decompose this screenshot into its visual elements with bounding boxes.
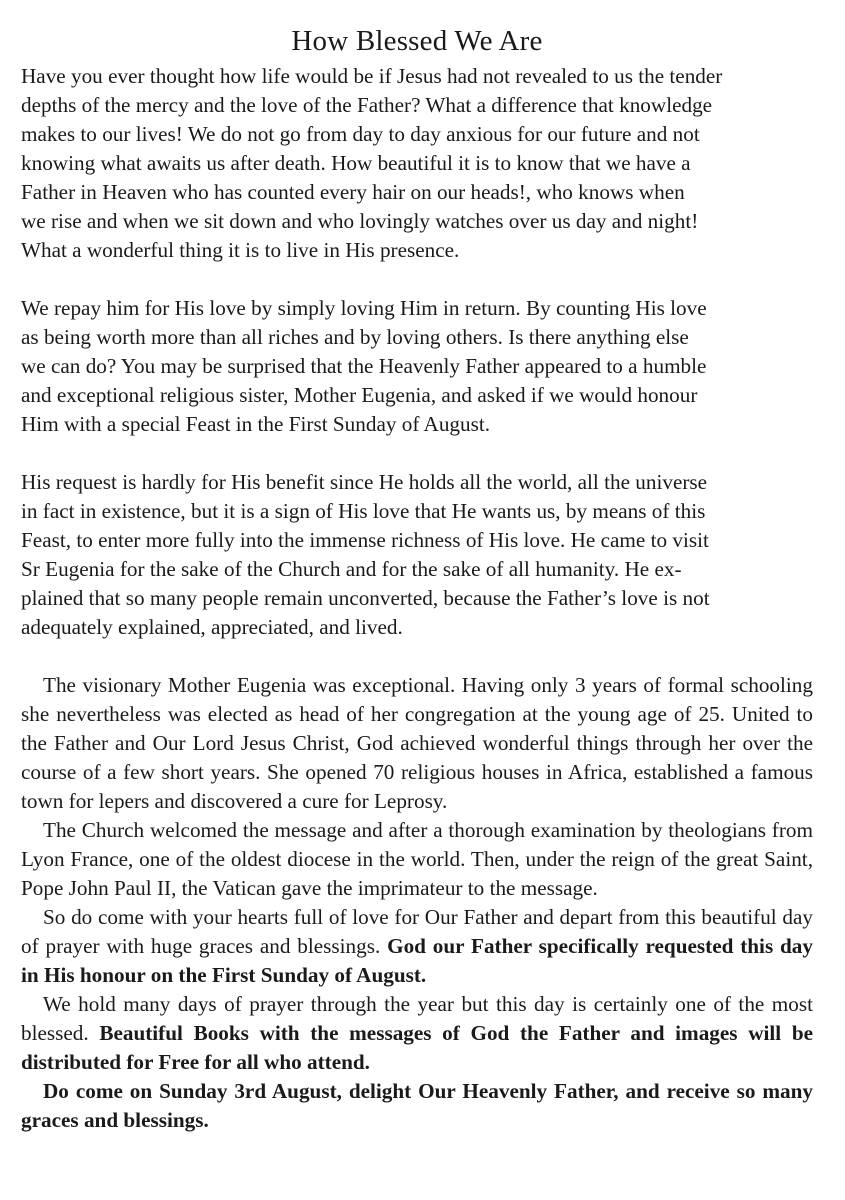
text-line: Father in Heaven who has counted every hair on our heads!, who knows when — [21, 180, 685, 204]
paragraph-closing — [21, 1077, 813, 1135]
text-line: His request is hardly for His benefit since He holds all the world, all the universe — [21, 470, 708, 494]
text-line: makes to our lives! We do not go from day to day anxious for our future and not — [21, 122, 700, 146]
books-emphasis: Beautiful Books with the messages of God the Father and images will be distributed for Free for all who attend. — [21, 1021, 814, 1074]
text-line: Him with a special Feast in the First Sunday of August. — [21, 412, 491, 436]
paragraph-visionary: The visionary Mother Eugenia was exceptional. Having only 3 years of formal schooling she nevertheless was elected as head of her congregation at the young age of 25. United to the Father and Our Lord Jesus Christ, God achieved wonderful things through her over the course of a few short years. She opened 70 religious houses in Africa, established a famous town for lepers and discovered a cure for Leprosy. — [21, 673, 813, 813]
document-title: How Blessed We Are — [291, 25, 543, 57]
text-line: knowing what awaits us after death. How beautiful it is to know that we have a — [21, 151, 691, 175]
books-text: We hold many days of prayer through the year but this day is certainly one of the most blessed. — [21, 992, 813, 1045]
text-line: plained that so many people remain unconverted, because the Father’s love is not — [21, 586, 710, 610]
text-line: adequately explained, appreciated, and lived. — [21, 615, 403, 639]
invitation-emphasis: God our Father specifically requested this day in His honour on the First Sunday of August. — [21, 934, 813, 987]
paragraph-intro — [21, 62, 813, 265]
text-line: we can do? You may be surprised that the Heavenly Father appeared to a humble — [21, 354, 707, 378]
invitation-text: So do come with your hearts full of love for Our Father and depart from this beautiful day of prayer with huge graces and blessings. — [21, 905, 813, 958]
text-line: Have you ever thought how life would be if Jesus had not revealed to us the tender — [21, 64, 723, 88]
text-line: we rise and when we sit down and who lovingly watches over us day and night! — [21, 209, 699, 233]
text-line: depths of the mercy and the love of the Father? What a difference that knowledge — [21, 93, 713, 117]
text-line: We repay him for His love by simply loving Him in return. By counting His love — [21, 296, 707, 320]
paragraph-books — [21, 990, 813, 1077]
paragraph-request — [21, 468, 813, 642]
paragraph-church: The Church welcomed the message and after a thorough examination by theologians from Lyon France, one of the oldest diocese in the world. Then, under the reign of the great Saint, Pope John Paul II, the Vatican gave the imprimateur to the message. — [21, 818, 813, 900]
text-line: What a wonderful thing it is to live in His presence. — [21, 238, 460, 262]
text-line: as being worth more than all riches and by loving others. Is there anything else — [21, 325, 689, 349]
text-line: Feast, to enter more fully into the immense richness of His love. He came to visit — [21, 528, 709, 552]
text-line: Sr Eugenia for the sake of the Church and for the sake of all humanity. He ex- — [21, 557, 682, 581]
text-line: and exceptional religious sister, Mother Eugenia, and asked if we would honour — [21, 383, 698, 407]
text-line: in fact in existence, but it is a sign of His love that He wants us, by means of this — [21, 499, 706, 523]
closing-emphasis: Do come on Sunday 3rd August, delight Our Heavenly Father, and receive so many graces and blessings. — [21, 1079, 813, 1132]
paragraph-invitation — [21, 903, 813, 990]
paragraph-repay — [21, 294, 813, 439]
